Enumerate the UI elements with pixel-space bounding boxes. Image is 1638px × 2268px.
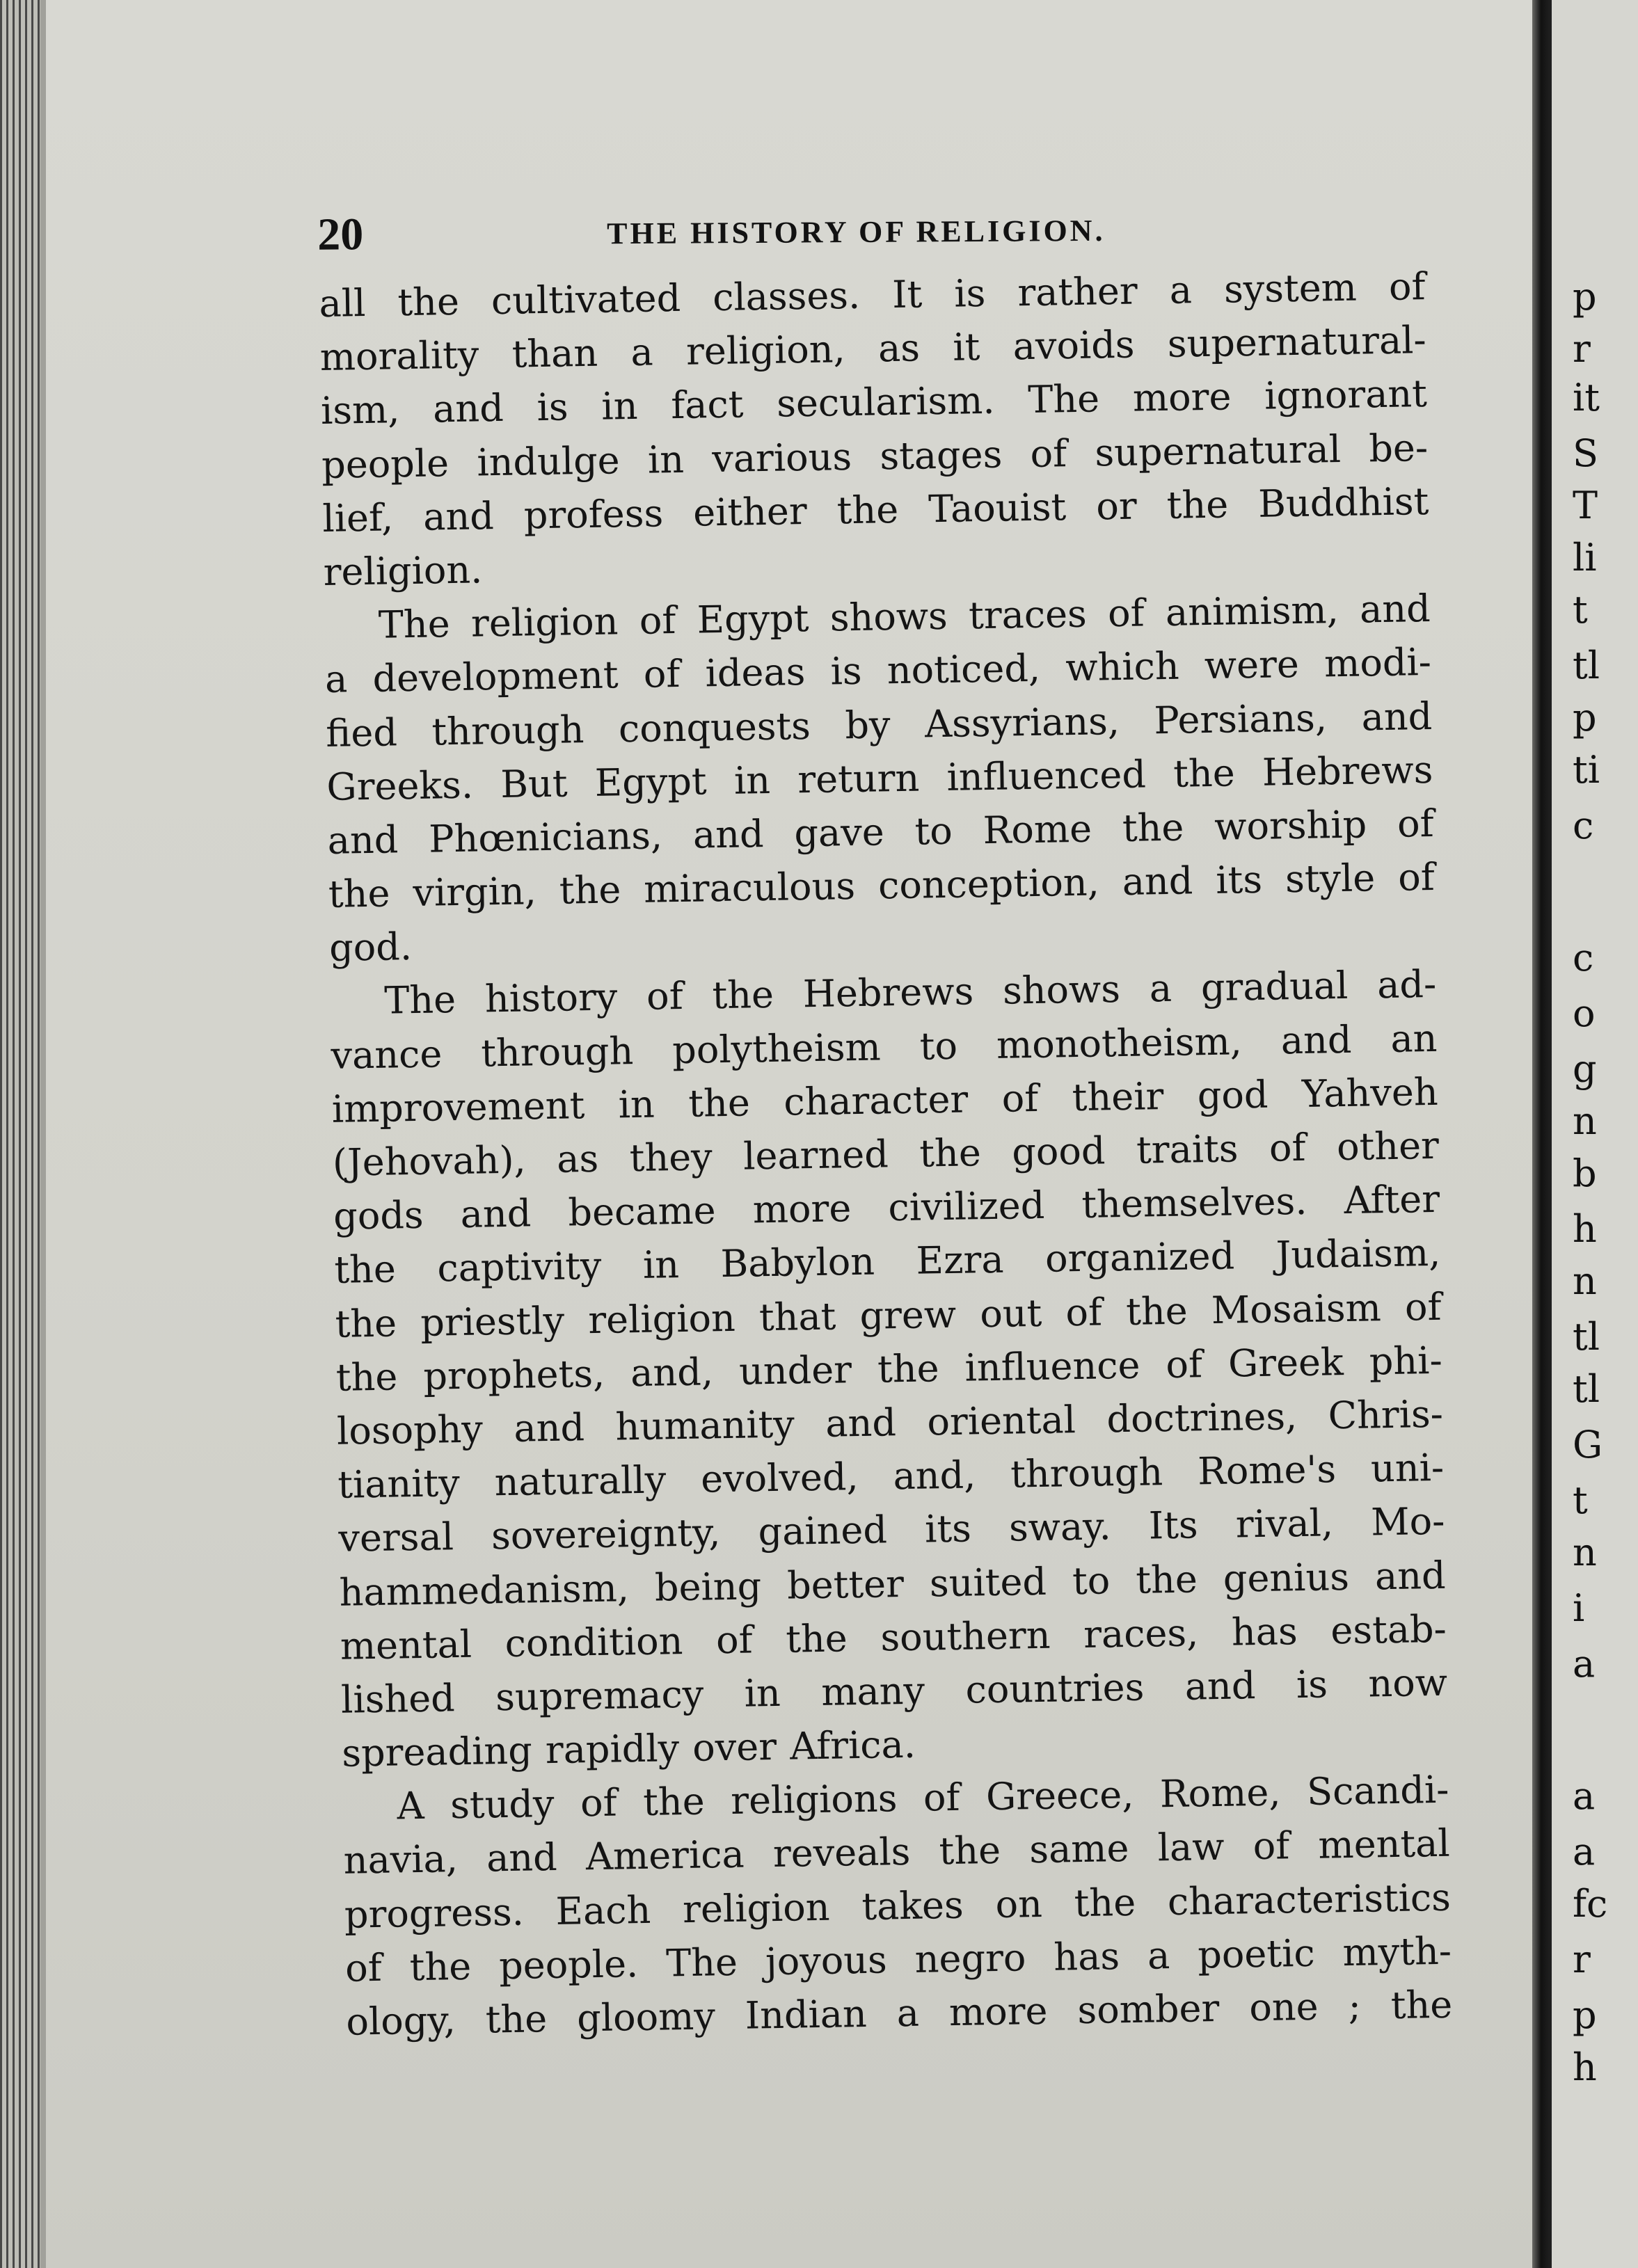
facing-page-fragment: h	[1573, 2045, 1597, 2089]
text-line: the captivity in Babylon Ezra organized Judaism,	[333, 1231, 1441, 1293]
facing-page-fragment: p	[1573, 1993, 1597, 2037]
text-line: tianity naturally evolved, and, through Rome's uni-	[337, 1445, 1445, 1507]
text-line: losophy and humanity and oriental doctrines, Chris-	[336, 1391, 1444, 1453]
text-line: the prophets, and, under the influence of Greek phi-	[335, 1338, 1443, 1400]
facing-page-fragment: t	[1573, 588, 1588, 632]
facing-page-fragment: p	[1573, 275, 1597, 319]
facing-page-fragment: h	[1573, 1207, 1597, 1251]
facing-page-fragment: tl	[1573, 644, 1600, 687]
text-line: The history of the Hebrews shows a gradual ad-	[383, 962, 1437, 1023]
text-line: mental condition of the southern races, has estab-	[340, 1606, 1447, 1668]
text-line: gods and became more civilized themselves. After	[333, 1177, 1440, 1239]
running-head-title: THE HISTORY OF RELIGION.	[607, 213, 1106, 251]
facing-page-fragment: c	[1573, 936, 1594, 980]
paragraph	[319, 259, 1430, 599]
paragraph	[330, 957, 1449, 1780]
paragraph	[324, 582, 1436, 975]
page-edges-stack	[0, 0, 42, 2268]
text-line: morality than a religion, as it avoids supernatural-	[319, 318, 1427, 380]
facing-page-fragment: r	[1573, 327, 1591, 371]
facing-page-fragment: n	[1573, 1099, 1597, 1143]
text-line: (Jehovah), as they learned the good traits of other	[332, 1123, 1440, 1185]
facing-page-fragment: fc	[1573, 1882, 1608, 1926]
text-line: improvement in the character of their god Yahveh	[331, 1069, 1439, 1131]
facing-page-fragment: n	[1573, 1531, 1597, 1574]
facing-page-fragment: r	[1573, 1938, 1591, 1981]
facing-page-fragment: tl	[1573, 1315, 1600, 1359]
facing-page-fragment: n	[1573, 1259, 1597, 1303]
text-line: versal sovereignty, gained its sway. Its rival, Mo-	[337, 1499, 1445, 1561]
text-line: religion.	[323, 548, 483, 594]
facing-page-fragment: p	[1573, 696, 1597, 740]
facing-page-fragment: tl	[1573, 1367, 1600, 1411]
text-line: the virgin, the miraculous conception, and its style of	[328, 854, 1436, 916]
facing-page-fragment: a	[1573, 1642, 1596, 1686]
page-number: 20	[317, 209, 364, 260]
text-line: a development of ideas is noticed, which were modi-	[324, 640, 1432, 702]
facing-page-fragment: t	[1573, 1478, 1588, 1522]
body-text	[319, 259, 1453, 2049]
text-line: and Phœnicians, and gave to Rome the worship of	[327, 801, 1435, 863]
text-line: progress. Each religion takes on the characteristics	[344, 1875, 1452, 1937]
paragraph	[342, 1763, 1453, 2049]
text-line: spreading rapidly over Africa.	[341, 1722, 916, 1775]
facing-page-fragment: S	[1573, 431, 1598, 475]
text-line: fied through conquests by Assyrians, Persians, and	[325, 694, 1433, 756]
text-line: Greeks. But Egypt in return influenced the Hebrews	[326, 747, 1433, 809]
text-line: The religion of Egypt shows traces of animism, and	[378, 586, 1431, 647]
text-line: A study of the religions of Greece, Rome, Scandi-	[397, 1768, 1449, 1828]
text-line: hammedanism, being better suited to the genius and	[339, 1553, 1447, 1615]
facing-page-fragment: T	[1573, 484, 1598, 527]
text-line: navia, and America reveals the same law of mental	[343, 1821, 1451, 1883]
text-line: god.	[328, 925, 413, 971]
facing-page-fragment: g	[1573, 1047, 1597, 1091]
text-line: the priestly religion that grew out of the Mosaism of	[335, 1284, 1442, 1346]
text-line: of the people. The joyous negro has a poetic myth-	[344, 1928, 1452, 1990]
facing-page-fragment: b	[1573, 1151, 1597, 1195]
text-line: vance through polytheism to monotheism, and an	[331, 1016, 1438, 1078]
text-line: people indulge in various stages of supernatural be-	[321, 425, 1429, 487]
facing-page-fragment: it	[1573, 376, 1600, 420]
facing-page-fragment: o	[1573, 991, 1596, 1035]
text-line: all the cultivated classes. It is rather a system of	[319, 264, 1426, 326]
text-line: ology, the gloomy Indian a more somber one ; the	[345, 1982, 1453, 2044]
facing-page-fragment: i	[1573, 1586, 1585, 1630]
text-line: lief, and profess either the Taouist or the Buddhist	[321, 479, 1429, 541]
facing-page-fragment: a	[1573, 1830, 1596, 1874]
text-line: lished supremacy in many countries and is now	[340, 1660, 1448, 1722]
facing-page-fragment: a	[1573, 1774, 1596, 1818]
facing-page-fragment: c	[1573, 804, 1594, 847]
facing-page-fragment: G	[1573, 1423, 1603, 1467]
facing-page-fragment: ti	[1573, 748, 1600, 792]
book-gutter	[1532, 0, 1552, 2268]
text-line: ism, and is in fact secularism. The more ignorant	[320, 372, 1428, 433]
facing-page-edge	[1552, 0, 1638, 2268]
facing-page-fragment: li	[1573, 536, 1597, 580]
